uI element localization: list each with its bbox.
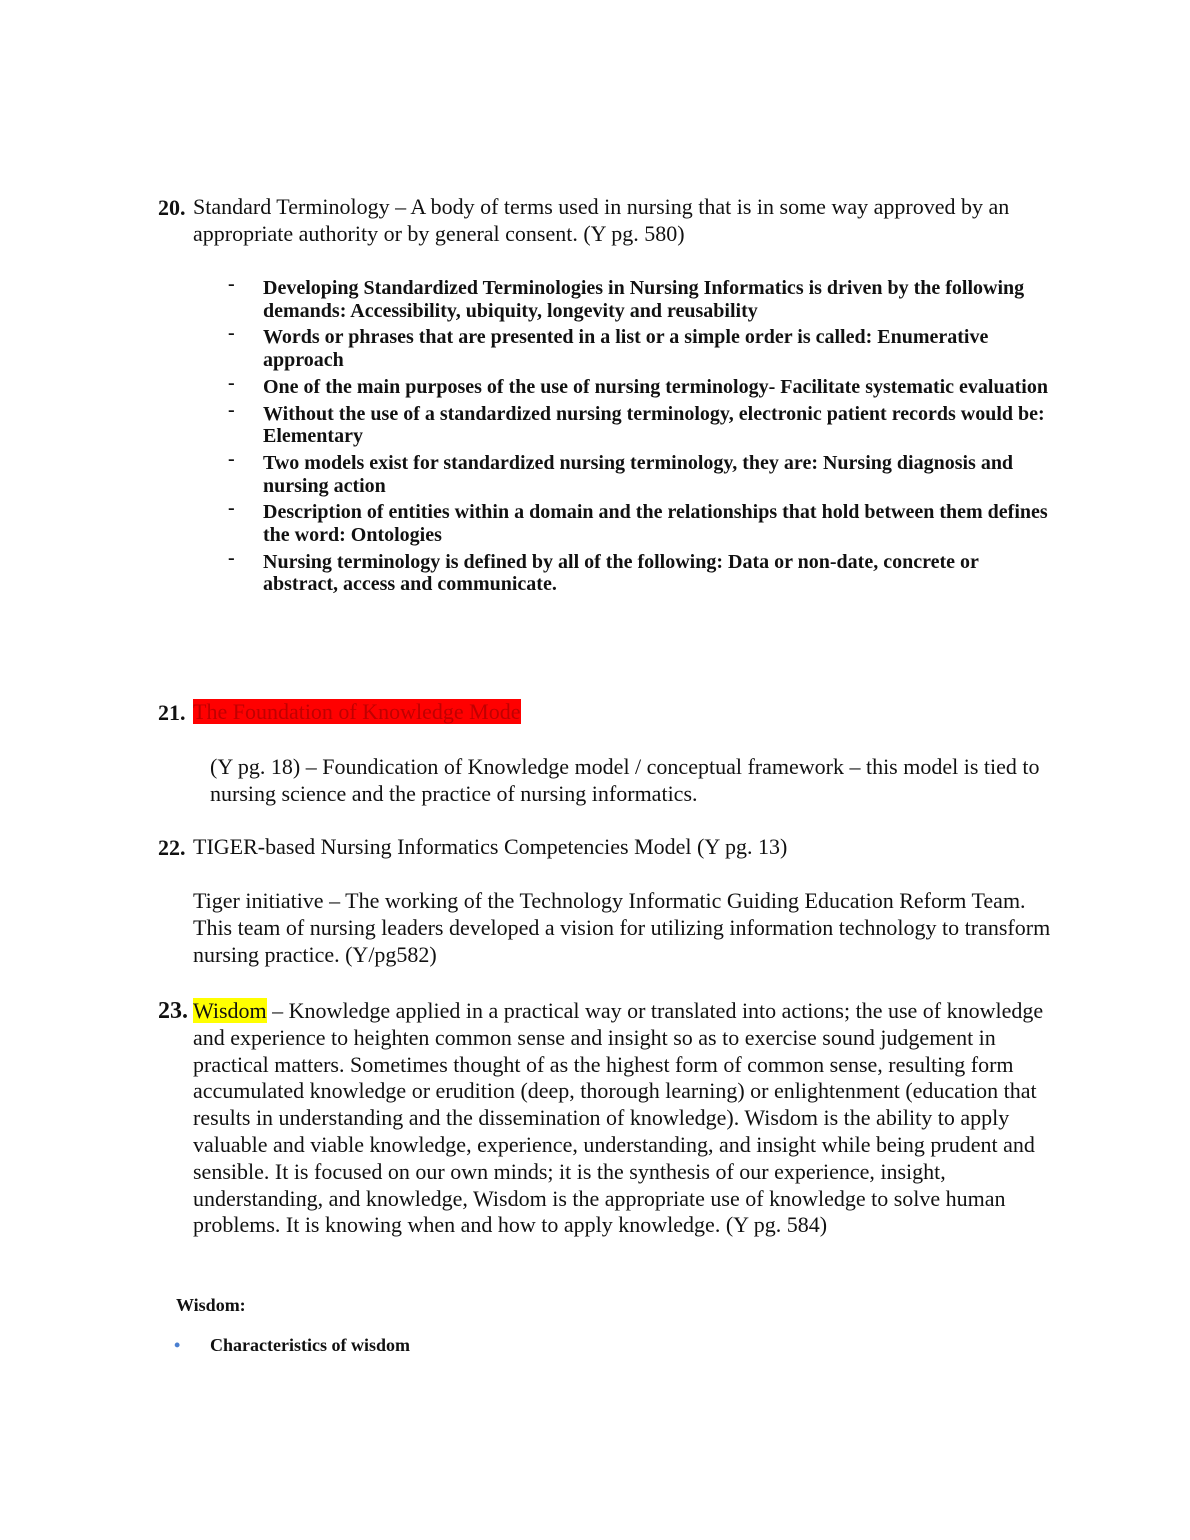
wisdom-bullet bbox=[174, 1335, 410, 1356]
item-number: 21. bbox=[158, 700, 186, 725]
item-21-text: (Y pg. 18) – Foundication of Knowledge model / conceptual framework – this model is tied to nursing science and the practice of nursing informatics. bbox=[210, 754, 1040, 806]
list-item: - Developing Standardized Terminologies in Nursing Informatics is driven by the following demands: Accessibility, ubiquity, longevity and reusability bbox=[228, 273, 1025, 322]
item-number: 23. bbox=[158, 998, 188, 1024]
item-20 bbox=[158, 194, 1058, 248]
item-21 bbox=[158, 699, 1058, 726]
bullet-icon: • bbox=[174, 1335, 181, 1355]
list-item: - Description of entities within a domain and the relationships that hold between them defines the word: Ontologies bbox=[228, 497, 1048, 546]
item-22-text: TIGER-based Nursing Informatics Competencies Model (Y pg. 13) bbox=[193, 834, 788, 859]
item-23 bbox=[158, 998, 1058, 1239]
list-item: - Two models exist for standardized nursing terminology, they are: Nursing diagnosis and nursing action bbox=[228, 448, 1014, 497]
wisdom-label: Wisdom: bbox=[176, 1295, 246, 1315]
wisdom-term: Wisdom bbox=[193, 998, 267, 1023]
tiger-paragraph: Tiger initiative – The working of the Technology Informatic Guiding Education Reform Team. This team of nursing leaders developed a vision for utilizing information technology to transform nursing practice. (Y/pg582) bbox=[193, 888, 1051, 967]
item-21-title: The Foundation of Knowledge Mode bbox=[193, 699, 521, 724]
list-item: - Without the use of a standardized nursing terminology, electronic patient records would be: Elementary bbox=[228, 398, 1045, 448]
terminology-list bbox=[228, 273, 1048, 600]
item-number: 20. bbox=[158, 195, 186, 220]
list-item: - Words or phrases that are presented in a list or a simple order is called: Enumerative approach bbox=[228, 322, 989, 371]
item-22 bbox=[158, 834, 1058, 861]
wisdom-definition: – Knowledge applied in a practical way or translated into actions; the use of knowledge and experience to heighten common sense and insight so as to exercise sound judgement in practical matters. Sometimes thought of as the highest form of common sense, resulting form accumulated knowledge or erudition (deep, thorough learning) or enlightenment (education that results in understanding and the dissemination of knowledge). Wisdom is the ability to apply valuable and viable knowledge, experience, understanding, and insight while being prudent and sensible. It is focused on our own minds; it is the synthesis of our experience, insight, understanding, and knowledge, Wisdom is the appropriate use of knowledge to solve human problems. It is knowing when and how to apply knowledge. (Y pg. 584) bbox=[193, 998, 1044, 1238]
item-20-text: Standard Terminology – A body of terms used in nursing that is in some way approved by an appropriate authority or by general consent. (Y pg. 580) bbox=[193, 194, 1010, 246]
list-item: - One of the main purposes of the use of nursing terminology- Facilitate systematic evaluation bbox=[228, 371, 1048, 398]
list-item: - Nursing terminology is defined by all of the following: Data or non-date, concrete or abstract, access and communicate. bbox=[228, 546, 979, 596]
item-number: 22. bbox=[158, 835, 186, 860]
wisdom-bullet-text: Characteristics of wisdom bbox=[210, 1335, 410, 1355]
